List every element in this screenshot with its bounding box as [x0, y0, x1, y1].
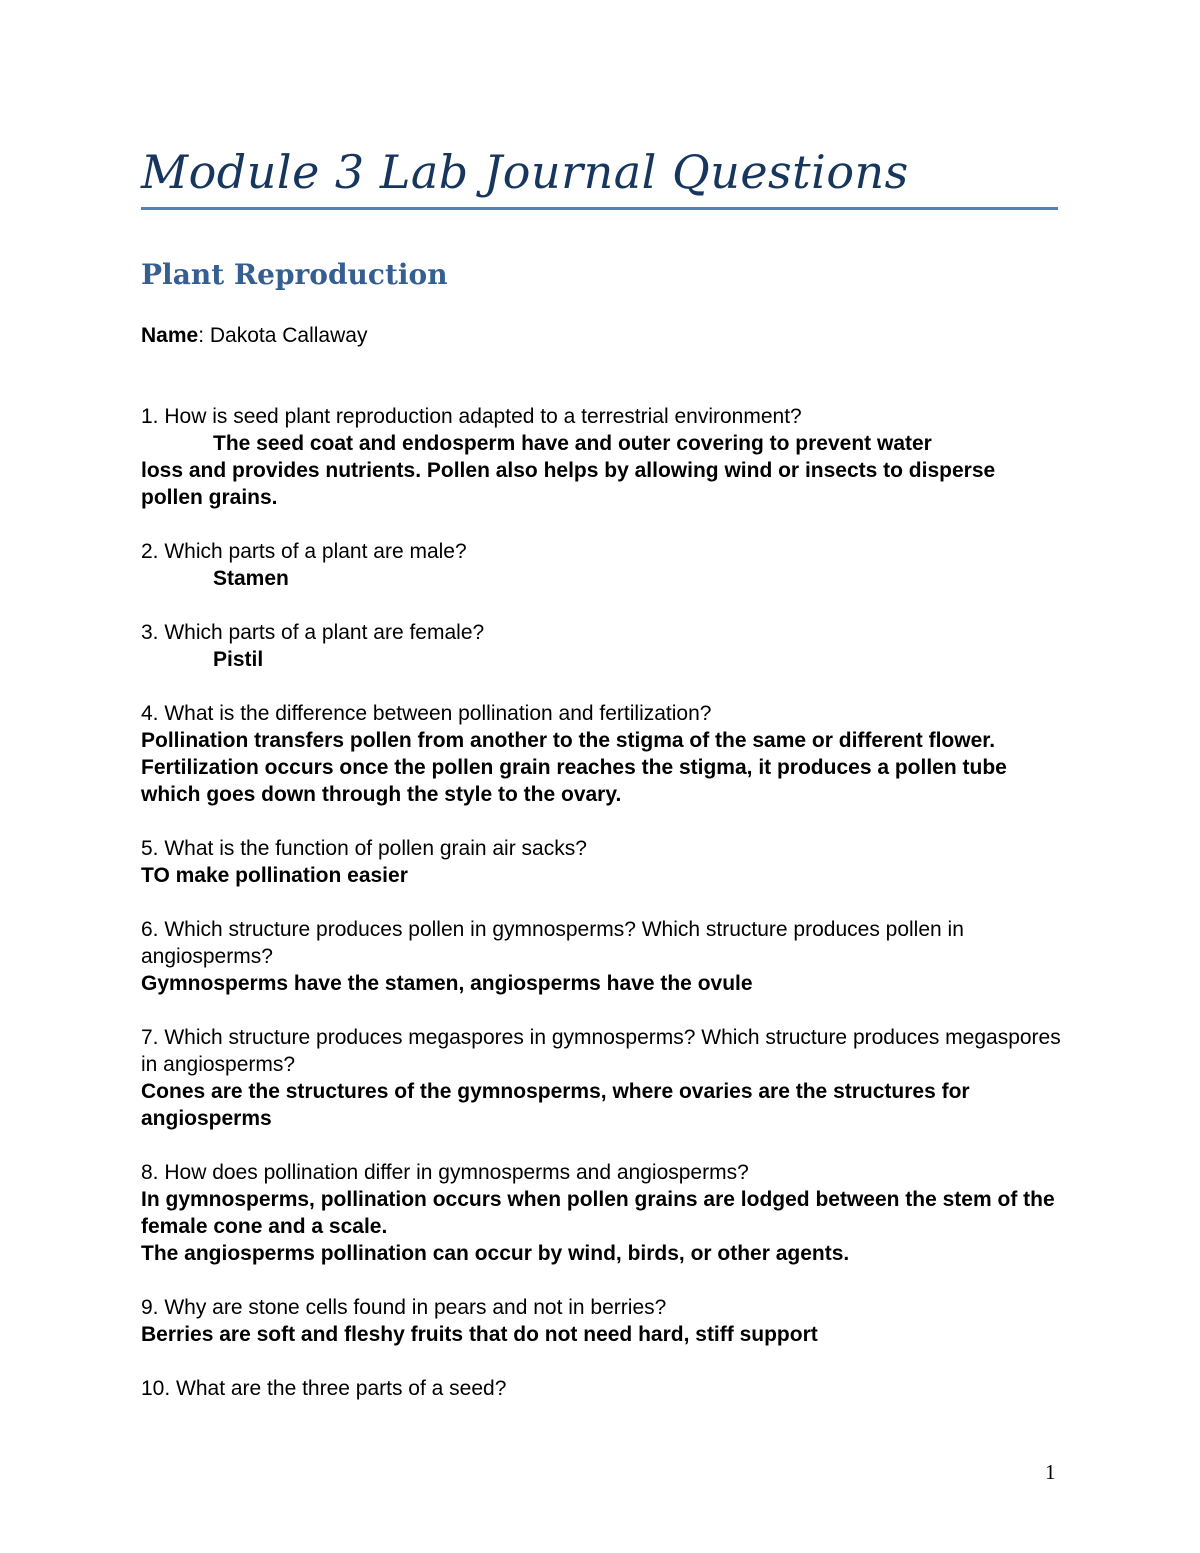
- answer-6: Gymnosperms have the stamen, angiosperms have the ovule: [141, 972, 753, 995]
- name-label: Name: [141, 324, 199, 347]
- question-1: 1. How is seed plant reproduction adapted to a terrestrial environment?: [141, 405, 802, 428]
- question-6: 6. Which structure produces pollen in gymnosperms? Which structure produces pollen in angiosperms?: [141, 918, 964, 968]
- answer-8-second: The angiosperms pollination can occur by wind, birds, or other agents.: [141, 1242, 850, 1265]
- question-8: 8. How does pollination differ in gymnosperms and angiosperms?: [141, 1161, 749, 1184]
- answer-7: Cones are the structures of the gymnosperms, where ovaries are the structures for angiosperms: [141, 1080, 970, 1130]
- answer-8: In gymnosperms, pollination occurs when pollen grains are lodged between the stem of the female cone and a scale.: [141, 1188, 1055, 1238]
- question-3: 3. Which parts of a plant are female?: [141, 621, 485, 644]
- document-title: Module 3 Lab Journal Questions: [141, 145, 909, 199]
- question-2: 2. Which parts of a plant are male?: [141, 540, 467, 563]
- answer-1-rest: loss and provides nutrients. Pollen also helps by allowing wind or insects to disperse pollen grains.: [141, 459, 996, 509]
- question-5: 5. What is the function of pollen grain air sacks?: [141, 837, 587, 860]
- section-heading: Plant Reproduction: [141, 258, 448, 291]
- answer-4: Pollination transfers pollen from another to the stigma of the same or different flower. Fertilization occurs once the pollen grain reaches the stigma, it produces a pollen tube which goes down through the style to the ovary.: [141, 729, 1007, 806]
- question-4: 4. What is the difference between pollination and fertilization?: [141, 702, 712, 725]
- answer-9: Berries are soft and fleshy fruits that do not need hard, stiff support: [141, 1323, 818, 1346]
- title-underline: [141, 207, 1058, 210]
- question-9: 9. Why are stone cells found in pears and not in berries?: [141, 1296, 667, 1319]
- page-number: 1: [1045, 1460, 1056, 1484]
- answer-1-first-line: The seed coat and endosperm have and outer covering to prevent water: [213, 432, 932, 455]
- answer-2: Stamen: [213, 567, 289, 590]
- answer-3: Pistil: [213, 648, 264, 671]
- document-body: [141, 322, 1061, 1402]
- name-line: [141, 322, 1061, 349]
- answer-5: TO make pollination easier: [141, 864, 408, 887]
- question-7: 7. Which structure produces megaspores in gymnosperms? Which structure produces megaspores in angiosperms?: [141, 1026, 1061, 1076]
- question-10: 10. What are the three parts of a seed?: [141, 1377, 507, 1400]
- name-value: : Dakota Callaway: [198, 324, 368, 347]
